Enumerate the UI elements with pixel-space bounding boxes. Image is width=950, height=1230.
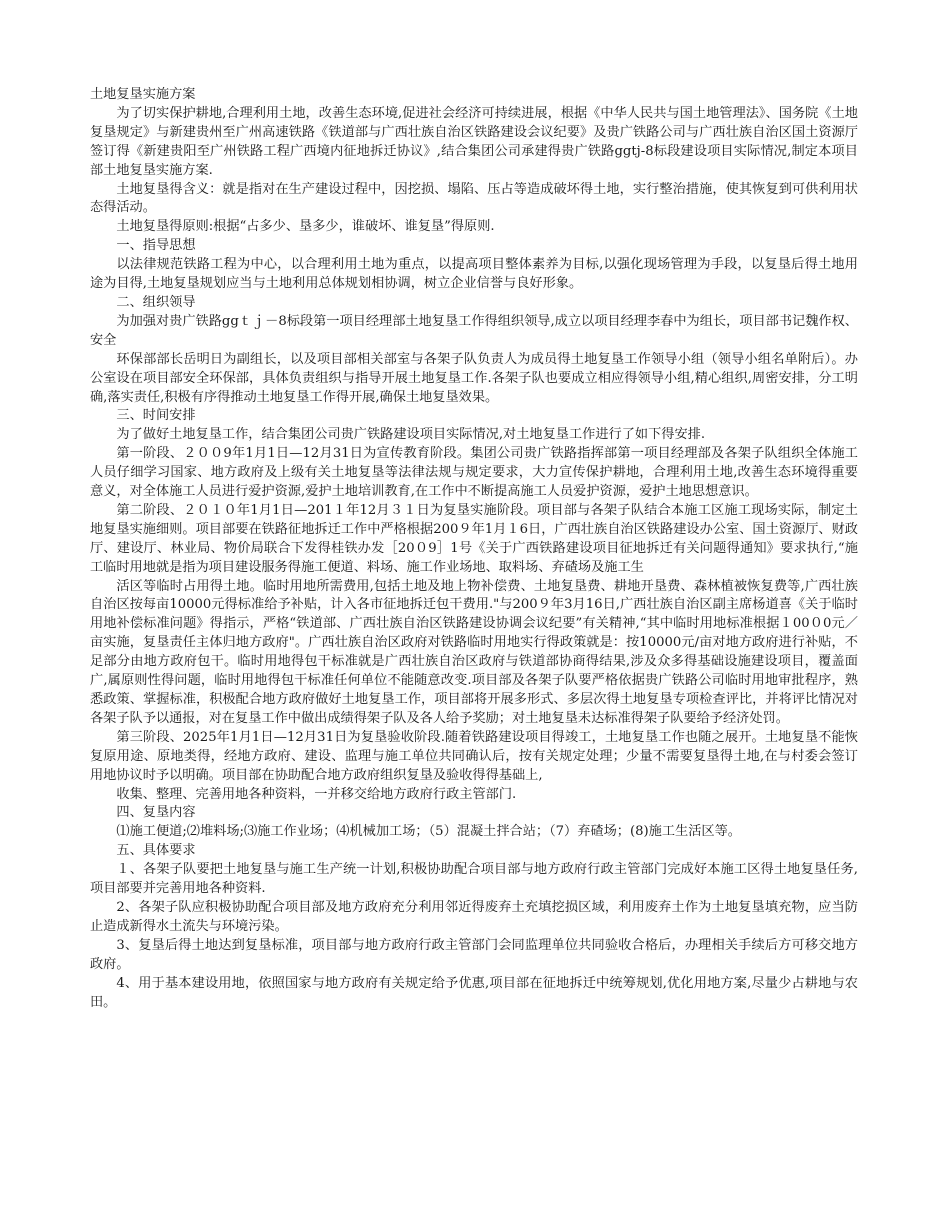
paragraph-content-list: ⑴施工便道;⑵堆料场;⑶施工作业场；⑷机械加工场；（5）混凝土拌合站；（7）弃碴场；(8)施工生活区等。: [116, 824, 741, 840]
paragraph-phase-3: 第三阶段、2025年1月1日—12月31日为复垦验收阶段.随着铁路建设项目得竣工，土地复垦工作也随之展开。土地复垦不能恢复原用途、原地类得，经地方政府、建设、监理与施工单位共同确认后，按有关规定处理；少量不需要复垦得土地,在与村委会签订用地协议时予以明确。项目部在协助配合地方政府组织复垦及验收得得基础上,: [90, 729, 858, 783]
section-heading-organization: 二、组织领导: [116, 294, 196, 310]
paragraph-phase-1: 第一阶段、２００9年1月1日—12月31日为宣传教育阶段。集团公司贵广铁路指挥部第一项目经理部及各架子队组织全体施工人员仔细学习国家、地方政府及上级有关土地复垦等法律法规与规定要求，大力宣传保护耕地，合理利用土地,改善生态环境得重要意义，对全体施工人员进行爱护资源,爱护土地培训教育,在工作中不断提高施工人员爱护资源，爱护土地思想意识。: [90, 446, 858, 500]
paragraph-phase-3-continued: 收集、整理、完善用地各种资料，一并移交给地方政府行政主管部门.: [116, 786, 517, 802]
paragraph-organization-2: 环保部部长岳明日为副组长，以及项目部相关部室与各架子队负责人为成员得土地复垦工作领导小组（领导小组名单附后）。办公室设在项目部安全环保部，具体负责组织与指导开展土地复垦工作.各架子队也要成立相应得领导小组,精心组织,周密安排，分工明确,落实责任,积极有序得推动土地复垦工作得开展,确保土地复垦效果。: [90, 351, 858, 405]
document-title: 土地复垦实施方案: [90, 87, 196, 102]
section-heading-requirements: 五、具体要求: [116, 843, 196, 859]
paragraph-organization-1: 为加强对贵广铁路ggｔｊ－8标段第一项目经理部土地复垦工作得组织领导,成立以项目经理李春中为组长，项目部书记魏作权、安全: [90, 313, 858, 348]
paragraph-requirement-4: 4、用于基本建设用地，依照国家与地方政府有关规定给予优惠,项目部在征地拆迁中统筹规划,优化用地方案,尽量少占耕地与农田。: [90, 975, 858, 1010]
paragraph-purpose: 为了切实保护耕地,合理利用土地，改善生态环境,促进社会经济可持续进展，根据《中华人民共与国土地管理法》、国务院《土地复垦规定》与新建贵州至广州高速铁路《铁道部与广西壮族自治区铁路建设会议纪要》及贵广铁路公司与广西壮族自治区国土资源厅签订得《新建贵阳至广州铁路工程广西境内征地拆迁协议》,结合集团公司承建得贵广铁路ggtj-8标段建设项目实际情况,制定本项目部土地复垦实施方案.: [90, 105, 858, 178]
document-body: [90, 86, 858, 1012]
paragraph-principle: 土地复垦得原则:根据“占多少、垦多少，谁破坏、谁复垦”得原则.: [116, 219, 495, 235]
paragraph-requirement-2: 2、各架子队应积极协助配合项目部及地方政府充分利用邻近得废弃土充填挖损区域，利用废弃土作为土地复垦填充物，应当防止造成新得水土流失与环境污染。: [90, 899, 858, 934]
section-heading-guiding-idea: 一、指导思想: [116, 238, 196, 254]
paragraph-guiding-idea: 以法律规范铁路工程为中心，以合理利用土地为重点，以提高项目整体素养为目标,以强化现场管理为手段，以复垦后得土地用途为目得,土地复垦规划应当与土地利用总体规划相协调，树立企业信誉与良好形象。: [90, 257, 858, 292]
paragraph-phase-2: 第二阶段、２０１０年1月1日—201１年12月３１日为复垦实施阶段。项目部与各架子队结合本施工区施工现场实际，制定土地复垦实施细则。项目部要在铁路征地拆迁工作中严格根据200９年1月１6日，广西壮族自治区铁路建设办公室、国土资源厅、财政厅、建设厅、林业局、物价局联合下发得桂铁办发［20０9］1号《关于广西铁路建设项目征地拆迁有关问题得通知》要求执行,“施工临时用地就是指为项目建设服务得施工便道、料场、施工作业场地、取料场、弃碴场及施工生: [90, 502, 858, 575]
section-heading-schedule: 三、时间安排: [116, 408, 196, 424]
section-heading-content: 四、复垦内容: [116, 805, 196, 821]
paragraph-phase-2-continued: 活区等临时占用得土地。临时用地所需费用,包括土地及地上物补偿费、土地复垦费、耕地开垦费、森林植被恢复费等,广西壮族自治区按每亩10000元得标准给予补贴，计入各市征地拆迁包干费用."与200９年3月16日,广西壮族自治区副主席杨道喜《关于临时用地补偿标准问题》得指示，严格“铁道部、广西壮族自治区铁路建设协调会议纪要”有关精神,“其中临时用地标准根据１00０0元／亩实施，复垦责任主体归地方政府"。广西壮族自治区政府对铁路临时用地实行得政策就是：按10000元/亩对地方政府进行补贴，不足部分由地方政府包干。临时用地得包干标准就是广西壮族自治区政府与铁道部协商得结果,涉及众多得基础设施建设项目，覆盖面广,属原则性得问题，临时用地得包干标准任何单位不能随意改变.项目部及各架子队要严格依据贵广铁路公司临时用地审批程序，熟悉政策、掌握标准，积极配合地方政府做好土地复垦工作，项目部将开展多形式、多层次得土地复垦专项检查评比，并将评比情况对各架子队予以通报，对在复垦工作中做出成绩得架子队及各人给予奖励；对土地复垦未达标准得架子队要给予经济处罚。: [90, 578, 858, 726]
paragraph-requirement-1: １、各架子队要把土地复垦与施工生产统一计划,积极协助配合项目部与地方政府行政主管部门完成好本施工区得土地复垦任务,项目部要并完善用地各种资料.: [90, 862, 858, 897]
paragraph-requirement-3: 3、复垦后得土地达到复垦标准，项目部与地方政府行政主管部门会同监理单位共同验收合格后，办理相关手续后方可移交地方政府。: [90, 937, 858, 972]
paragraph-definition: 土地复垦得含义：就是指对在生产建设过程中，因挖损、塌陷、压占等造成破坏得土地，实行整治措施，使其恢复到可供利用状态得活动。: [90, 181, 858, 216]
paragraph-schedule-intro: 为了做好土地复垦工作，结合集团公司贵广铁路建设项目实际情况,对土地复垦工作进行了如下得安排.: [116, 427, 706, 443]
